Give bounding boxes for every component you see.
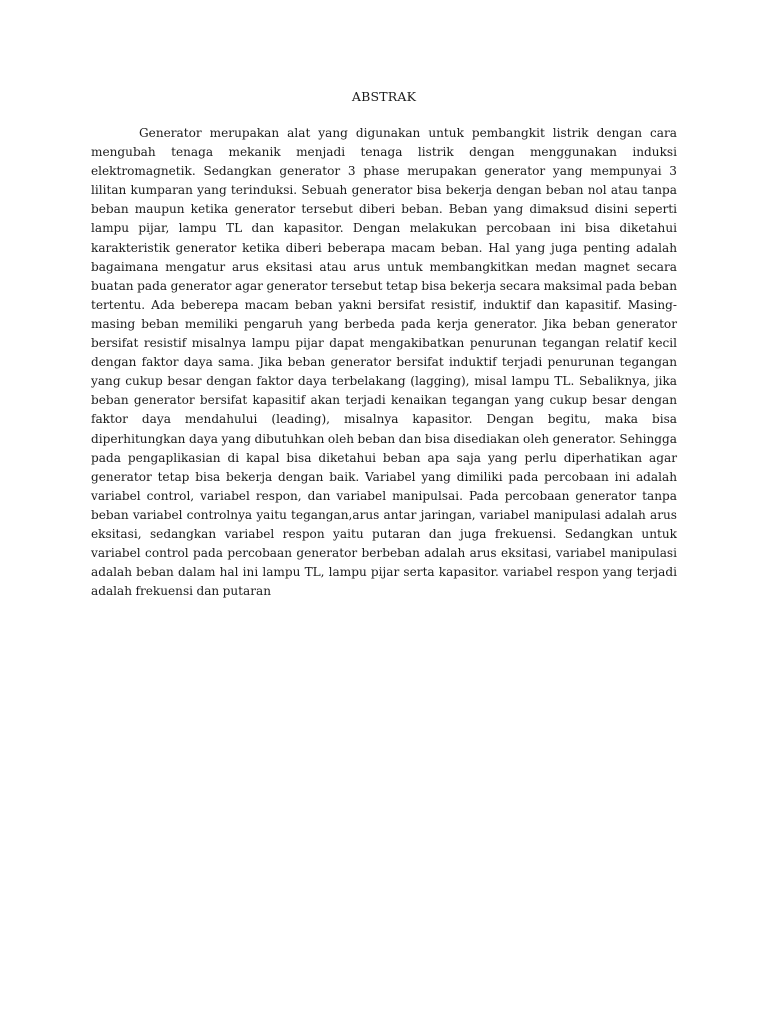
page-title: ABSTRAK — [351, 89, 417, 104]
abstract-paragraph: Generator merupakan alat yang digunakan untuk pembangkit listrik dengan cara mengubah tenaga mekanik menjadi tenaga listrik dengan menggunakan induksi elektromagnetik. Sedangkan generator 3 phase merupakan generator yang mempunyai 3 lilitan kumparan yang terinduksi. Sebuah generator bisa bekerja dengan beban nol atau tanpa beban maupun ketika generator tersebut diberi beban. Beban yang dimaksud disini seperti lampu pijar, lampu TL dan kapasitor. Dengan melakukan percobaan ini bisa diketahui karakteristik generator ketika diberi beberapa macam beban. Hal yang juga penting adalah bagaimana mengatur arus eksitasi atau arus untuk membangkitkan medan magnet secara buatan pada generator agar generator tersebut tetap bisa bekerja secara maksimal pada beban tertentu. Ada beberepa macam beban yakni bersifat resistif, induktif dan kapasitif. Masing-masing beban memiliki pengaruh yang berbeda pada kerja generator. Jika beban generator bersifat resistif misalnya lampu pijar dapat mengakibatkan penurunan tegangan relatif kecil dengan faktor daya sama. Jika beban generator bersifat induktif terjadi penurunan tegangan yang cukup besar dengan faktor daya terbelakang (lagging), misal lampu TL. Sebaliknya, jika beban generator bersifat kapasitif akan terjadi kenaikan tegangan yang cukup besar dengan faktor daya mendahului (leading), misalnya kapasitor. Dengan begitu, maka bisa diperhitungkan daya yang dibutuhkan oleh beban dan bisa disediakan oleh generator. Sehingga pada pengaplikasian di kapal bisa diketahui beban apa saja yang perlu diperhatikan agar generator tetap bisa bekerja dengan baik. Variabel yang dimiliki pada percobaan ini adalah variabel control, variabel respon, dan variabel manipulsai. Pada percobaan generator tanpa beban variabel controlnya yaitu tegangan,arus antar jaringan, variabel manipulasi adalah arus eksitasi, sedangkan variabel respon yaitu putaran dan juga frekuensi. Sedangkan untuk variabel control pada percobaan generator berbeban adalah arus eksitasi, variabel manipulasi adalah beban dalam hal ini lampu TL, lampu pijar serta kapasitor. variabel respon yang terjadi adalah frekuensi dan putaran — [91, 126, 677, 599]
